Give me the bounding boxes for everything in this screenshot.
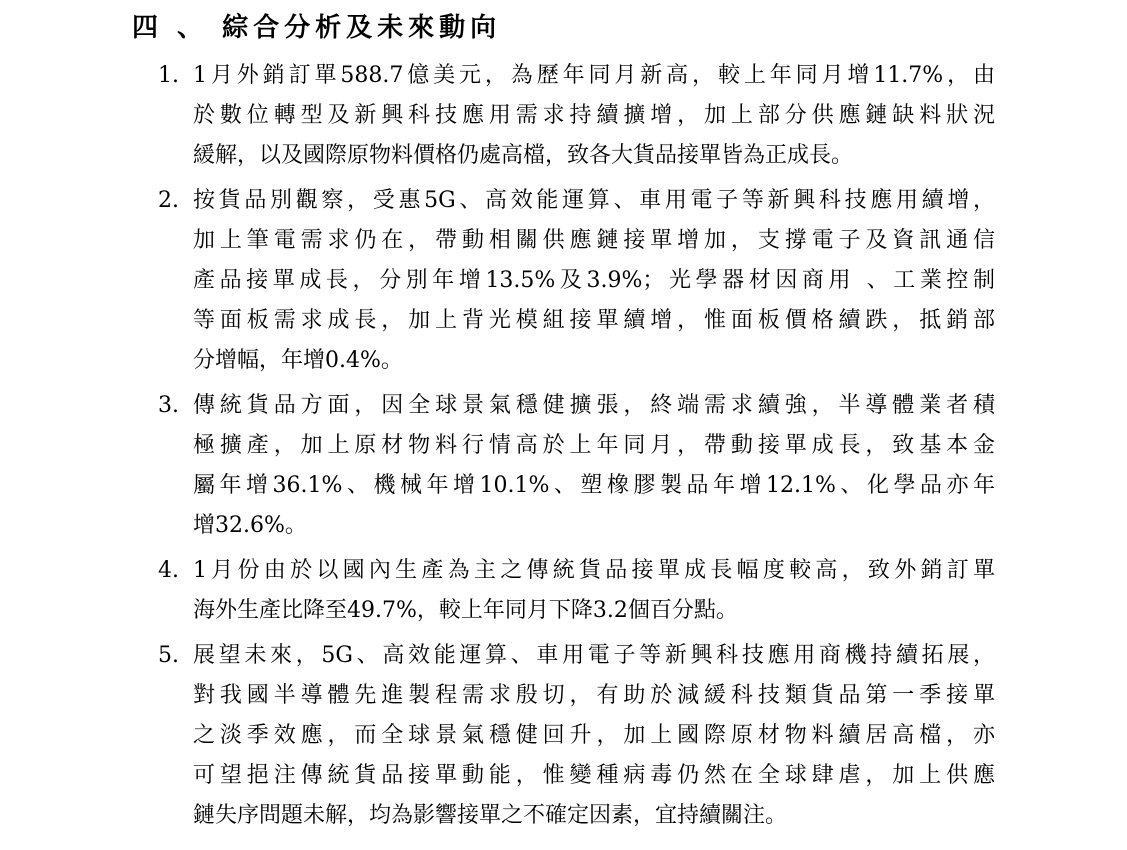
paragraph-line: 等面板需求成長，加上背光模組接單續增，惟面板價格續跌，抵銷部	[193, 308, 995, 333]
paragraph-line: 屬年增36.1%、機械年增10.1%、塑橡膠製品年增12.1%、化學品亦年	[193, 473, 995, 498]
paragraph-line: 可望挹注傳統貨品接單動能，惟變種病毒仍然在全球肆虐，加上供應	[193, 763, 995, 788]
paragraph-line: 1月份由於以國內生產為主之傳統貨品接單成長幅度較高，致外銷訂單	[193, 558, 995, 583]
analysis-list	[0, 56, 1127, 836]
list-item-number: 4.	[158, 558, 179, 583]
list-item	[0, 551, 1127, 631]
paragraph-line: 加上筆電需求仍在，帶動相關供應鏈接單增加，支撐電子及資訊通信	[193, 228, 995, 253]
list-item-number: 2.	[158, 188, 179, 213]
list-item-number: 5.	[158, 643, 179, 668]
paragraph-line: 增32.6%。	[193, 513, 307, 538]
section-heading: 四 、 綜合分析及未來動向	[132, 13, 502, 43]
paragraph-line: 海外生產比降至49.7%，較上年同月下降3.2個百分點。	[193, 598, 738, 623]
paragraph-line: 鏈失序問題未解，均為影響接單之不確定因素，宜持續關注。	[193, 803, 788, 828]
paragraph-line: 於數位轉型及新興科技應用需求持續擴增，加上部分供應鏈缺料狀況	[193, 103, 995, 128]
paragraph-line: 極擴產，加上原材物料行情高於上年同月，帶動接單成長，致基本金	[193, 433, 995, 458]
list-item-number: 1.	[158, 63, 179, 88]
list-item	[0, 636, 1127, 836]
list-item	[0, 386, 1127, 546]
paragraph-line: 展望未來，5G、高效能運算、車用電子等新興科技應用商機持續拓展，	[193, 643, 995, 668]
paragraph-line: 1月外銷訂單588.7億美元，為歷年同月新高，較上年同月增11.7%，由	[193, 63, 995, 88]
paragraph-line: 對我國半導體先進製程需求殷切，有助於減緩科技類貨品第一季接單	[193, 683, 995, 708]
paragraph-line: 緩解，以及國際原物料價格仍處高檔，致各大貨品接單皆為正成長。	[193, 143, 854, 168]
paragraph-line: 按貨品別觀察，受惠5G、高效能運算、車用電子等新興科技應用續增，	[193, 188, 995, 213]
list-item	[0, 181, 1127, 381]
paragraph-line: 分增幅，年增0.4%。	[193, 348, 403, 373]
list-item-number: 3.	[158, 393, 179, 418]
paragraph-line: 之淡季效應，而全球景氣穩健回升，加上國際原材物料續居高檔，亦	[193, 723, 995, 748]
list-item	[0, 56, 1127, 176]
paragraph-line: 傳統貨品方面，因全球景氣穩健擴張，終端需求續強，半導體業者積	[193, 393, 995, 418]
paragraph-line: 產品接單成長，分別年增13.5%及3.9%；光學器材因商用 、工業控制	[193, 268, 995, 293]
